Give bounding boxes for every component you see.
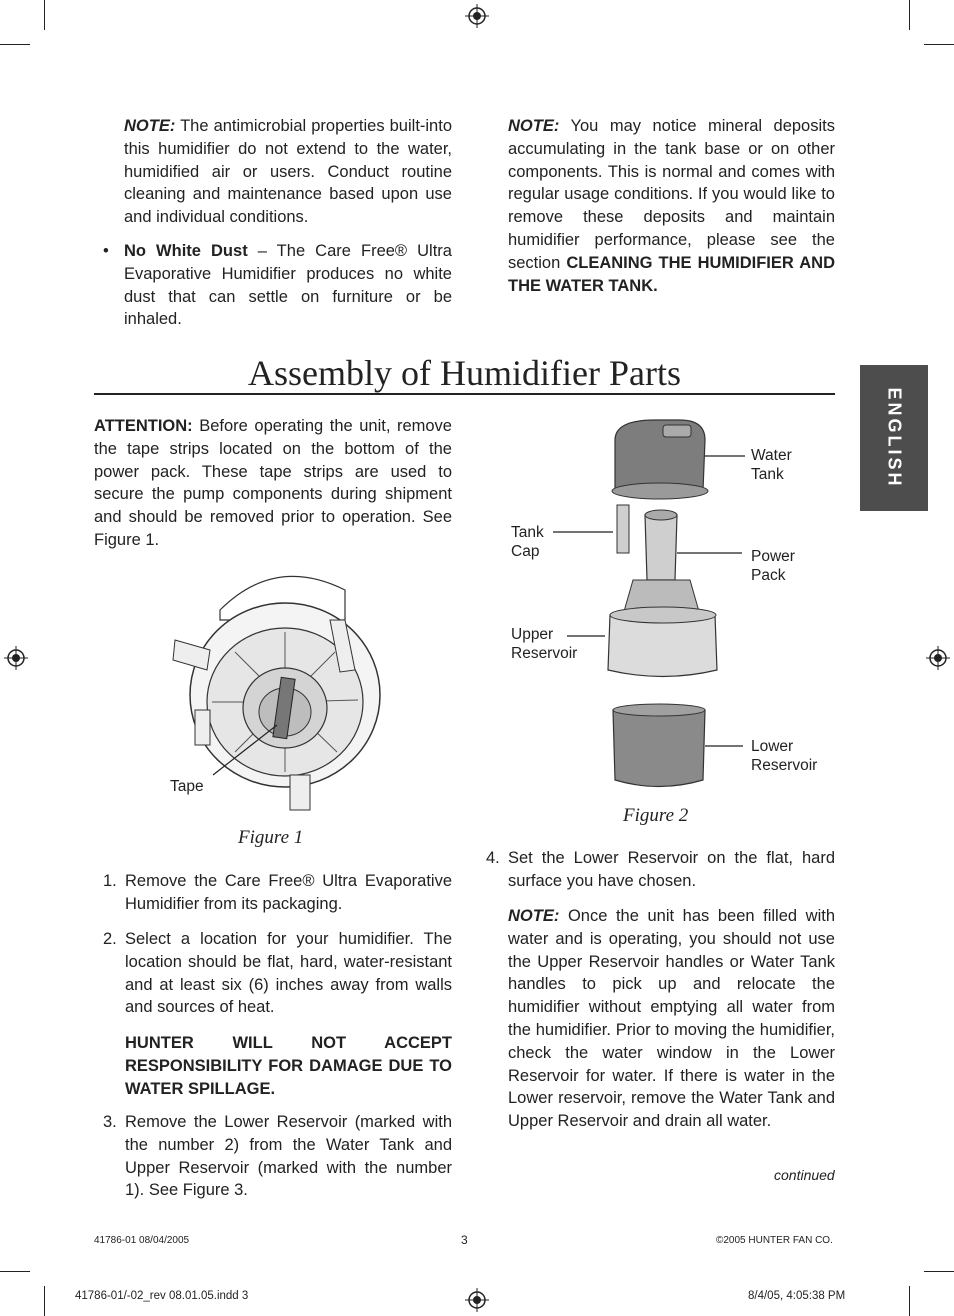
note-text: The antimicrobial properties built-into this humidifier do not extend to the water, humidified air or users. Conduct routine cleaning and maintenance based upon use and individual conditions.: [124, 117, 452, 227]
figure-2-caption: Figure 2: [623, 805, 689, 826]
mineral-deposits-note: [508, 115, 835, 297]
continued-label: continued: [774, 1167, 835, 1183]
figure-1-caption: Figure 1: [238, 827, 304, 848]
figure-1-label-tape: Tape: [170, 778, 204, 795]
title-rule: [94, 393, 835, 395]
attention-text: Before operating the unit, remove the tape strips located on the bottom of the power pack. These tape strips are used to secure the pump components during shipment and should be removed prior to operation. See Figure 1.: [94, 417, 452, 549]
step-number: 2.: [103, 930, 117, 948]
crop-mark: [924, 44, 954, 45]
figure-2-label-lower-reservoir: Lower Reservoir: [751, 738, 818, 774]
page-number: 3: [461, 1233, 468, 1247]
language-tab-label: ENGLISH: [884, 387, 905, 489]
step-1-text: Remove the Care Free® Ultra Evaporative Humidifier from its packaging.: [125, 872, 452, 913]
step-number: 4.: [486, 849, 500, 867]
figure-2-label-water-tank: Water Tank: [751, 447, 792, 483]
bullet-label: No White Dust: [124, 242, 248, 260]
crop-mark: [44, 1286, 45, 1316]
figure-2-label-upper-reservoir: Upper Reservoir: [511, 626, 578, 662]
crop-mark: [909, 0, 910, 30]
step-4-text: Set the Lower Reservoir on the flat, hard surface you have chosen.: [508, 849, 835, 890]
footer-doc-number: 41786-01 08/04/2005: [94, 1235, 190, 1246]
note-bold-section: CLEANING THE HUMIDIFIER AND THE WATER TANK.: [508, 253, 835, 295]
crop-mark: [0, 44, 30, 45]
note-label: NOTE:: [124, 117, 176, 135]
step-3-text: Remove the Lower Reservoir (marked with the number 2) from the Water Tank and Upper Reservoir (marked with the number 1). See Figure 3.: [125, 1113, 452, 1200]
slug-file-name: 41786-01/-02_rev 08.01.05.indd 3: [75, 1290, 249, 1302]
registration-mark-icon: [465, 1288, 489, 1312]
step-2-text: Select a location for your humidifier. The location should be flat, hard, water-resistant and at least six (6) inches away from walls and sources of heat.: [125, 930, 452, 1017]
note-label: NOTE:: [508, 907, 560, 925]
note-text: Once the unit has been filled with water and is operating, you should not use the Upper Reservoir handles or Water Tank handles to pick up and relocate the humidifier without emptying all water from the humidifier. Prior to moving the humidifier, check the water window in the Lower Reservoir for water. If there is water in the Lower reservoir, remove the Water Tank and Upper Reservoir and drain all water.: [508, 907, 835, 1131]
section-title: Assembly of Humidifier Parts: [248, 353, 681, 393]
step-number: 1.: [103, 872, 117, 890]
slug-timestamp: 8/4/05, 4:05:38 PM: [748, 1290, 846, 1302]
antimicrobial-note: [124, 115, 452, 229]
attention-label: ATTENTION:: [94, 417, 193, 435]
note-text: You may notice mineral deposits accumulating in the tank base or on other components. This is normal and comes with regular usage conditions. If you would like to remove these deposits and maintain humidifier performance, please see the section: [508, 117, 835, 272]
figure-2-label-power-pack: Power Pack: [751, 548, 795, 584]
figure-2-label-tank-cap: Tank Cap: [511, 524, 544, 560]
no-white-dust-item: [124, 240, 452, 331]
bullet-text: – The Care Free® Ultra Evaporative Humidifier produces no white dust that can settle on furniture or be inhaled.: [124, 242, 452, 329]
registration-mark-icon: [4, 646, 28, 670]
crop-mark: [44, 0, 45, 30]
liability-warning: HUNTER WILL NOT ACCEPT RESPONSIBILITY FOR DAMAGE DUE TO WATER SPILLAGE.: [125, 1034, 452, 1098]
footer-copyright: ©2005 HUNTER FAN CO.: [716, 1235, 833, 1246]
attention-paragraph: [94, 415, 452, 552]
registration-mark-icon: [465, 4, 489, 28]
note-label: NOTE:: [508, 117, 560, 135]
registration-mark-icon: [926, 646, 950, 670]
bullet-dot: •: [103, 242, 109, 260]
crop-mark: [909, 1286, 910, 1316]
step-4-note: [508, 905, 835, 1133]
crop-mark: [924, 1271, 954, 1272]
language-tab: [860, 365, 928, 511]
crop-mark: [0, 1271, 30, 1272]
step-number: 3.: [103, 1113, 117, 1131]
